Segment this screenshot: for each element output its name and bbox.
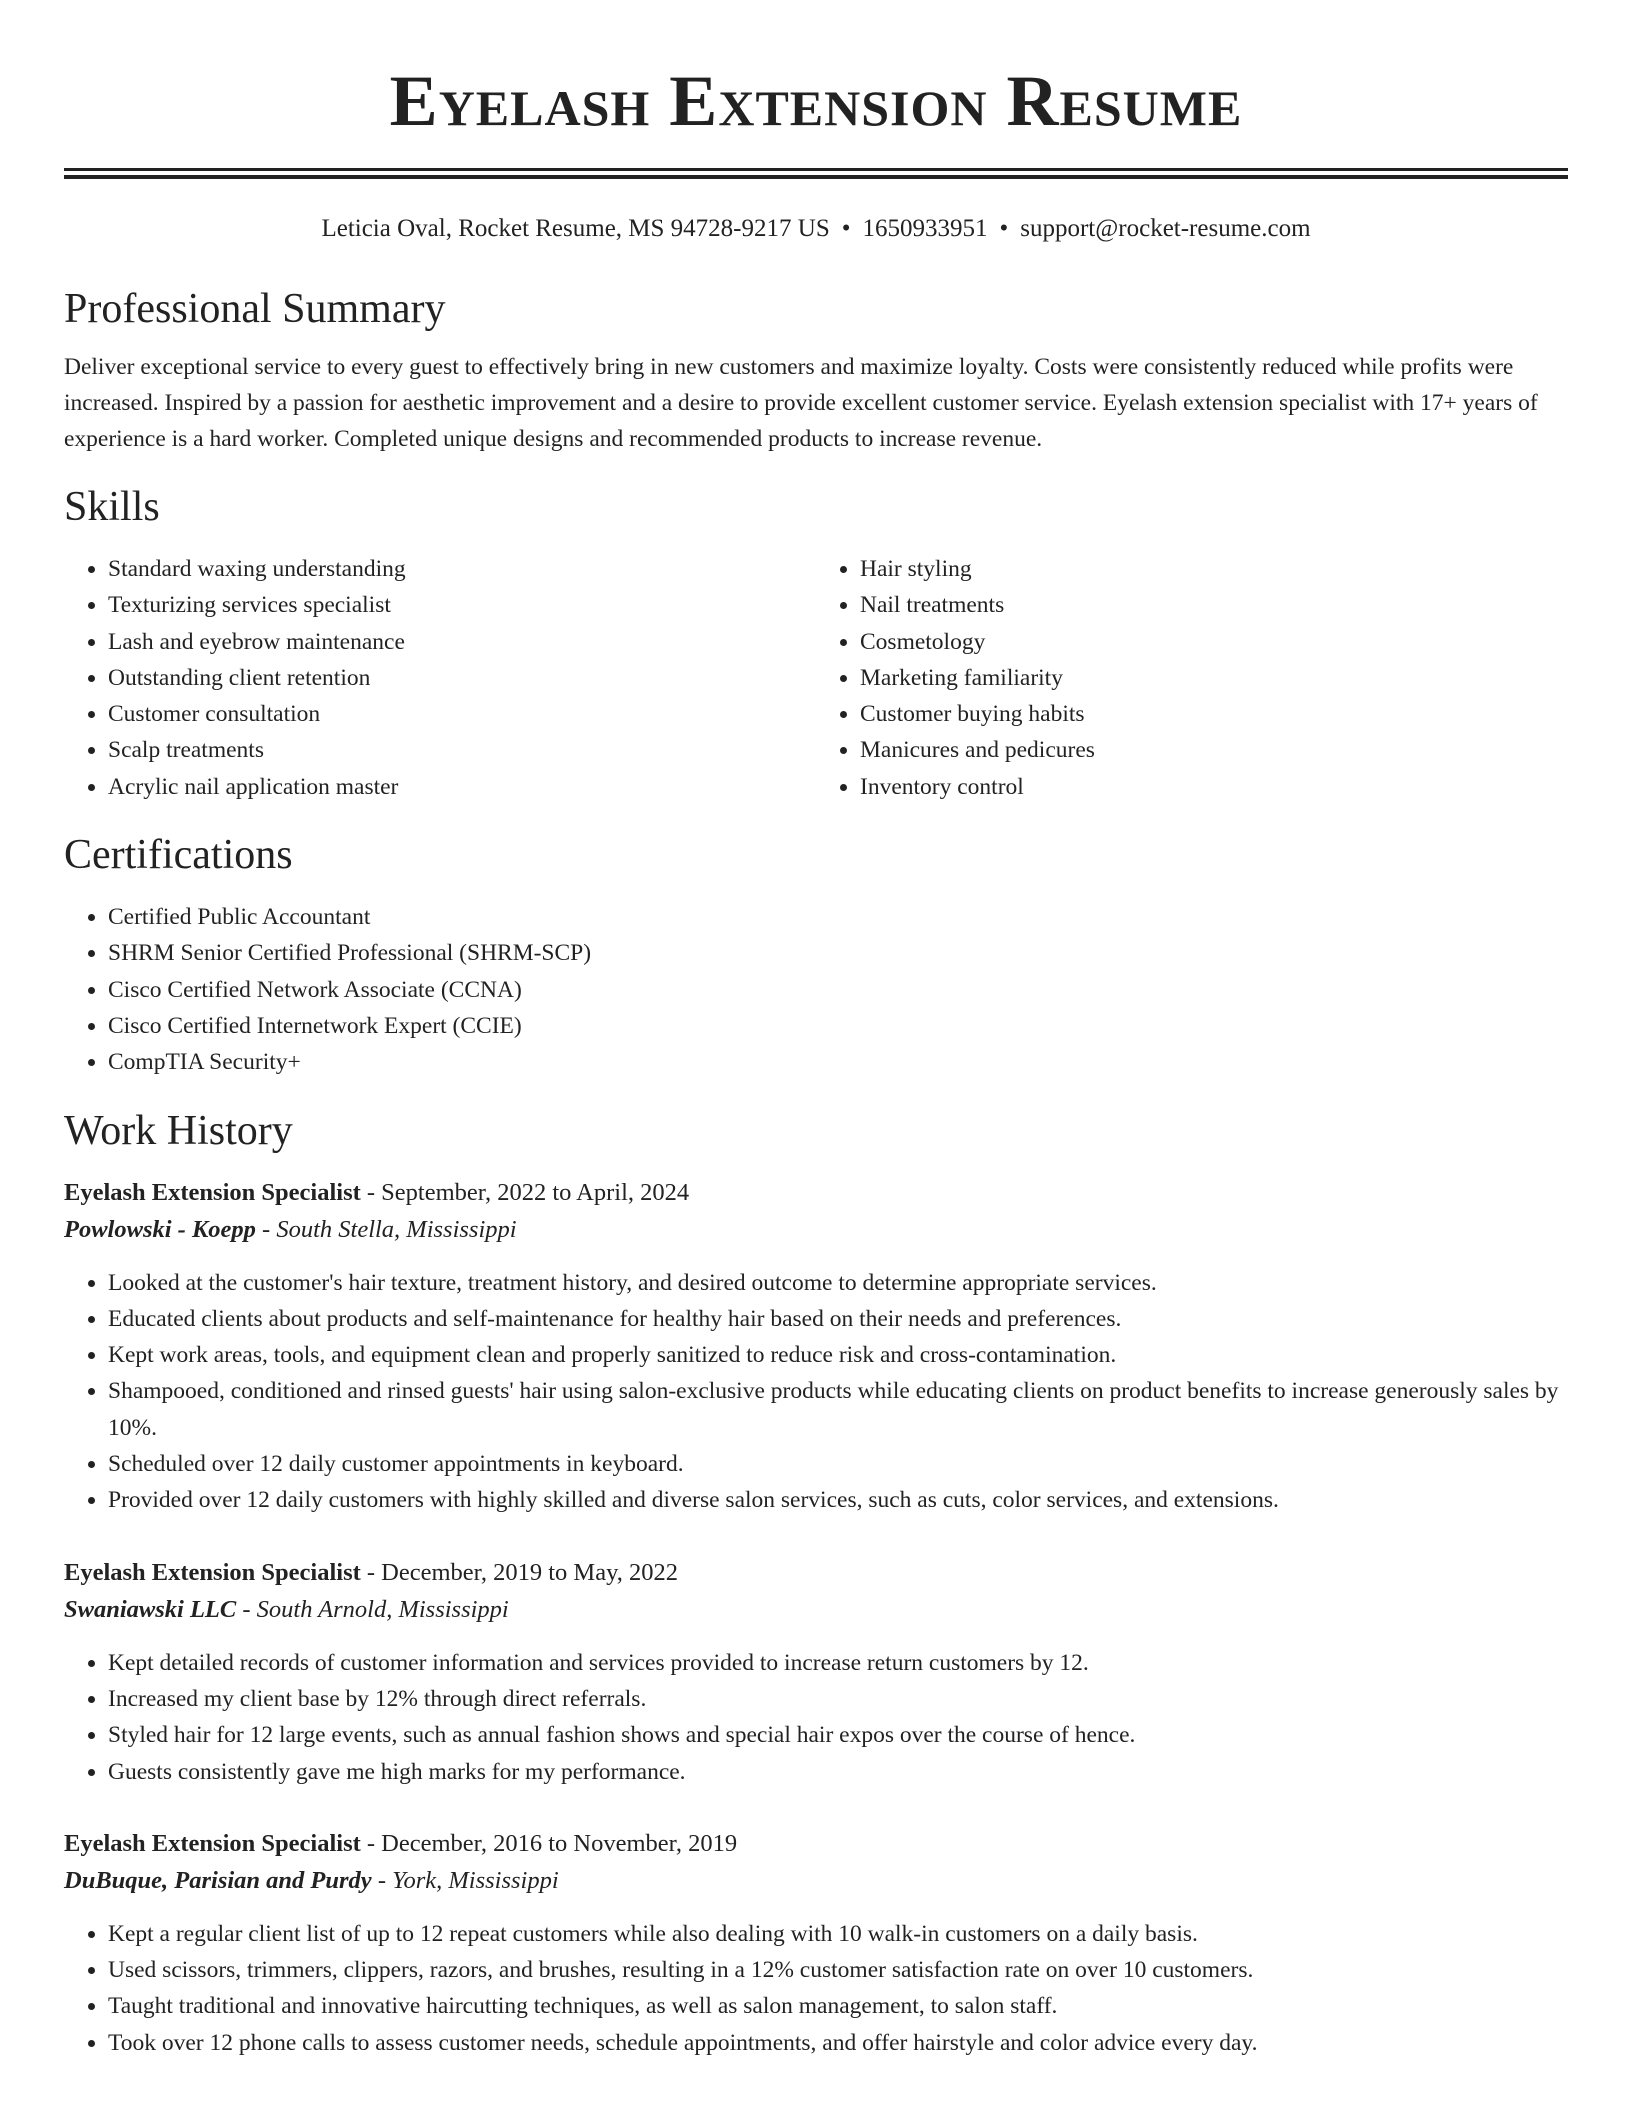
job-bullet: • Used scissors, trimmers, clippers, razors, and brushes, resulting in a 12% customer satisfaction rate on over 10 customers. [108,1952,1568,1988]
job-title: Eyelash Extension Specialist [64,1178,361,1206]
skill-item: • Manicures and pedicures [860,732,1568,768]
job-bullet: • Guests consistently gave me high marks for my performance. [108,1754,1568,1790]
contact-separator: • [999,215,1009,242]
skill-item: • Outstanding client retention [108,660,816,696]
job-title-line [64,1555,1568,1591]
job-title: Eyelash Extension Specialist [64,1829,361,1857]
job-bullet: • Kept a regular client list of up to 12 repeat customers while also dealing with 10 walk-in customers on a daily basis. [108,1916,1568,1952]
skill-item: • Lash and eyebrow maintenance [108,624,816,660]
job-entry [64,1175,1568,1519]
contact-line [64,213,1568,245]
job-bullets [64,1645,1568,1790]
certification-item: • Certified Public Accountant [108,899,1568,935]
skill-item: • Texturizing services specialist [108,587,816,623]
job-bullet: • Took over 12 phone calls to assess customer needs, schedule appointments, and offer hairstyle and color advice every day. [108,2025,1568,2061]
contact-email: support@rocket-resume.com [1020,215,1311,242]
skill-item: • Scalp treatments [108,732,816,768]
job-bullet: • Styled hair for 12 large events, such as annual fashion shows and special hair expos over the course of hence. [108,1717,1568,1753]
certification-item: • Cisco Certified Network Associate (CCNA) [108,972,1568,1008]
skill-item: • Hair styling [860,551,1568,587]
job-title: Eyelash Extension Specialist [64,1558,361,1586]
certifications-heading: Certifications [64,832,293,879]
job-bullet: • Kept detailed records of customer information and services provided to increase return customers by 12. [108,1645,1568,1681]
job-title-line [64,1826,1568,1862]
contact-separator: • [841,215,851,242]
contact-phone: 1650933951 [862,215,988,242]
job-bullets [64,1916,1568,2061]
summary-text: Deliver exceptional service to every guest to effectively bring in new customers and maximize loyalty. Costs were consistently reduced while profits were increased. Inspired by a passion for aesthetic improvement and a desire to provide excellent customer service. Eyelash extension specialist with 17+ years of experience is a hard worker. Completed unique designs and recommended products to increase revenue. [64,354,1538,452]
skills-list-right [816,551,1568,805]
job-title-line [64,1175,1568,1211]
job-dates: - September, 2022 to April, 2024 [360,1178,690,1206]
contact-address: Leticia Oval, Rocket Resume, MS 94728-9217 US [321,215,830,242]
job-entry [64,1555,1568,1790]
company-location: - South Arnold, Mississippi [236,1595,509,1623]
company-location: - South Stella, Mississippi [255,1215,517,1243]
skill-item: • Acrylic nail application master [108,769,816,805]
company-name: Swaniawski LLC [64,1595,237,1623]
skill-item: • Cosmetology [860,624,1568,660]
skill-item: • Customer consultation [108,696,816,732]
skills-list-left [64,551,816,805]
company-line [64,1591,1568,1629]
job-dates: - December, 2019 to May, 2022 [360,1558,678,1586]
certification-item: • CompTIA Security+ [108,1044,1568,1080]
company-line [64,1862,1568,1900]
title-double-rule [64,168,1568,179]
job-bullet: • Scheduled over 12 daily customer appointments in keyboard. [108,1446,1568,1482]
company-line [64,1211,1568,1249]
skill-item: • Standard waxing understanding [108,551,816,587]
resume-title: Eyelash Extension Resume [389,61,1243,141]
work-history-heading: Work History [64,1107,293,1154]
job-dates: - December, 2016 to November, 2019 [360,1829,738,1857]
company-name: DuBuque, Parisian and Purdy [64,1866,372,1894]
job-bullet: • Kept work areas, tools, and equipment clean and properly sanitized to reduce risk and cross-contamination. [108,1337,1568,1373]
job-bullet: • Provided over 12 daily customers with highly skilled and diverse salon services, such as cuts, color services, and extensions. [108,1482,1568,1518]
job-bullet: • Increased my client base by 12% through direct referrals. [108,1681,1568,1717]
job-bullet: • Looked at the customer's hair texture, treatment history, and desired outcome to determine appropriate services. [108,1265,1568,1301]
company-location: - York, Mississippi [371,1866,559,1894]
skill-item: • Nail treatments [860,587,1568,623]
job-bullet: • Educated clients about products and self-maintenance for healthy hair based on their needs and preferences. [108,1301,1568,1337]
job-bullet: • Taught traditional and innovative haircutting techniques, as well as salon management, to salon staff. [108,1988,1568,2024]
certification-item: • SHRM Senior Certified Professional (SHRM-SCP) [108,935,1568,971]
job-bullets [64,1265,1568,1519]
company-name: Powlowski - Koepp [64,1215,256,1243]
skills-heading: Skills [64,484,160,530]
certifications-list [64,899,1568,1080]
skill-item: • Marketing familiarity [860,660,1568,696]
job-entry [64,1826,1568,2061]
job-bullet: • Shampooed, conditioned and rinsed guests' hair using salon-exclusive products while educating clients on product benefits to increase generously sales by 10%. [108,1373,1568,1446]
certification-item: • Cisco Certified Internetwork Expert (CCIE) [108,1008,1568,1044]
skills-columns [64,551,1568,805]
skill-item: • Customer buying habits [860,696,1568,732]
skill-item: • Inventory control [860,769,1568,805]
summary-heading: Professional Summary [64,286,446,332]
